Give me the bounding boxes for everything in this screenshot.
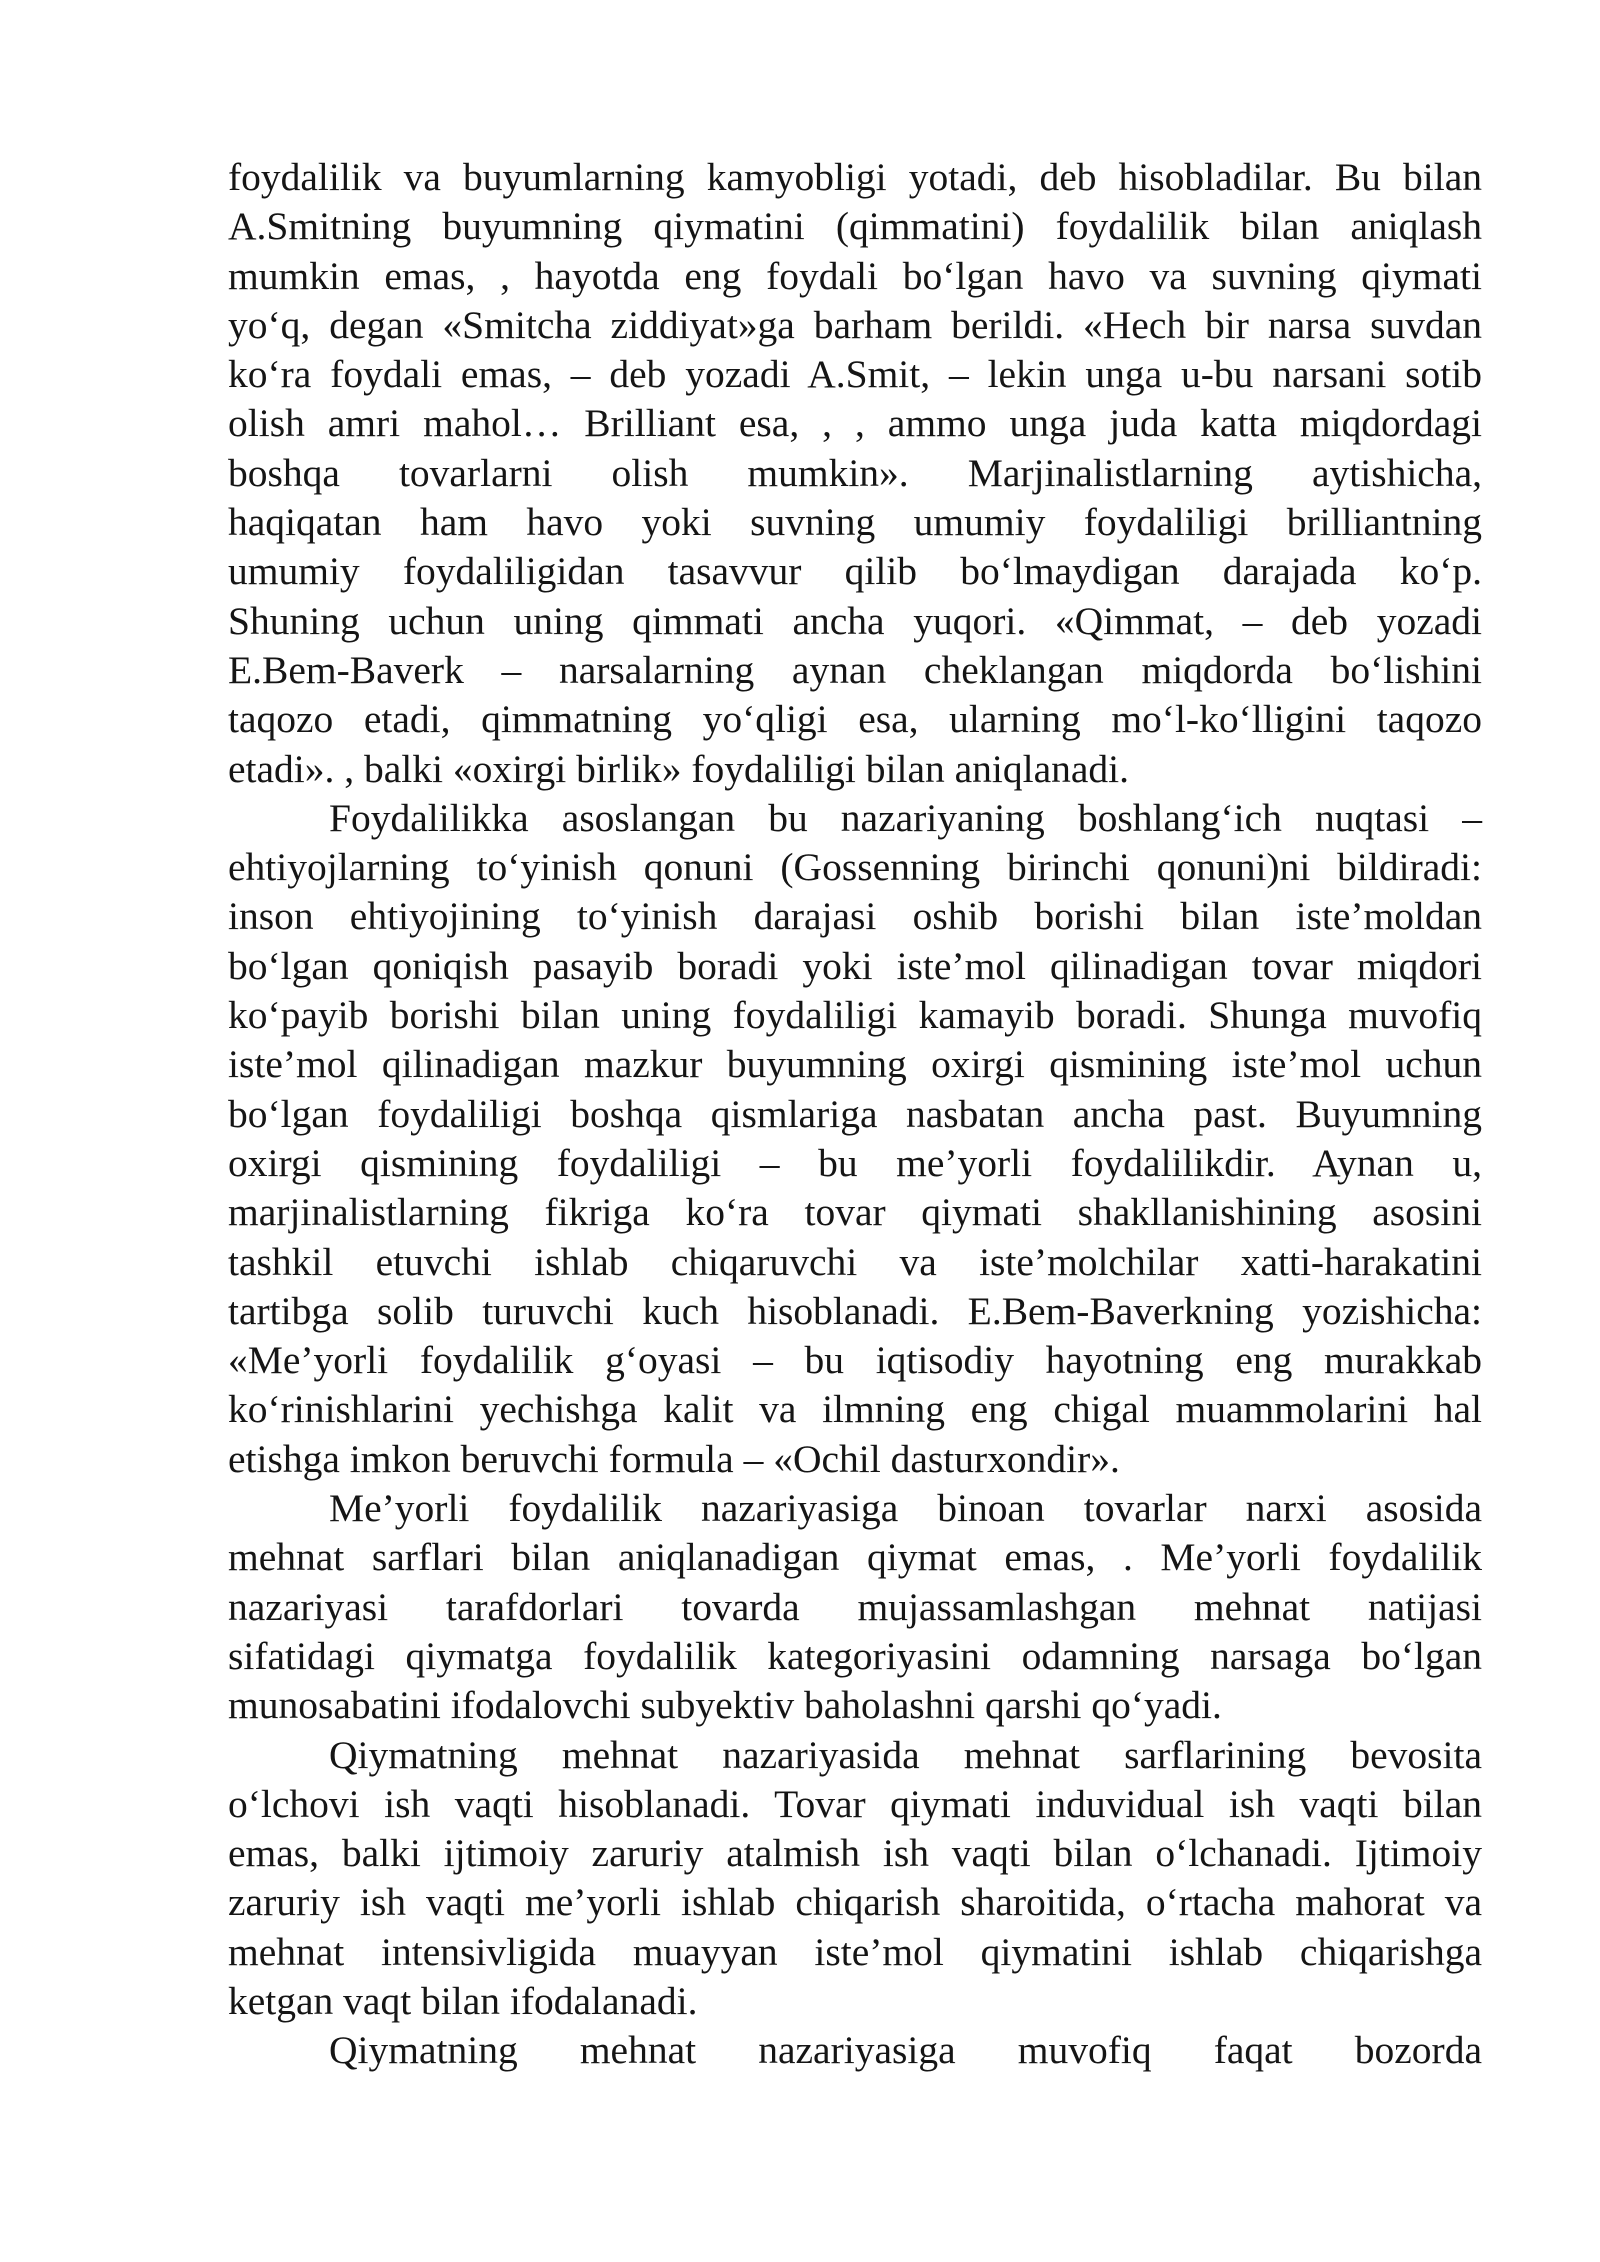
text-line: Qiymatning mehnat nazariyasiga muvofiq faqat bozorda	[329, 2028, 1482, 2073]
text-line: taqozo etadi, qimmatning yo‘qligi esa, ularning mo‘l-ko‘lligini taqozo	[228, 697, 1482, 742]
text-line: zaruriy ish vaqti me’yorli ishlab chiqarish sharoitida, o‘rtacha mahorat va	[228, 1880, 1482, 1925]
text-line: ketgan vaqt bilan ifodalanadi.	[228, 1978, 698, 2023]
text-line: ehtiyojlarning to‘yinish qonuni (Gossenning birinchi qonuni)ni bildiradi:	[228, 845, 1482, 890]
text-line: Foydalilikka asoslangan bu nazariyaning boshlang‘ich nuqtasi –	[329, 795, 1482, 840]
text-line: sifatidagi qiymatga foydalilik kategoriyasini odamning narsaga bo‘lgan	[228, 1633, 1482, 1678]
text-line: Me’yorli foydalilik nazariyasiga binoan tovarlar narxi asosida	[329, 1486, 1482, 1531]
text-line: mehnat intensivligida muayyan iste’mol qiymatini ishlab chiqarishga	[228, 1929, 1482, 1974]
text-line: Qiymatning mehnat nazariyasida mehnat sarflarining bevosita	[329, 1732, 1482, 1777]
text-line: emas, balki ijtimoiy zaruriy atalmish ish vaqti bilan o‘lchanadi. Ijtimoiy	[228, 1831, 1482, 1876]
text-line: iste’mol qilinadigan mazkur buyumning oxirgi qismining iste’mol uchun	[228, 1042, 1482, 1087]
text-line: foydalilik va buyumlarning kamyobligi yotadi, deb hisobladilar. Bu bilan	[228, 155, 1482, 199]
body-text	[228, 153, 1482, 2076]
text-line: ko‘payib borishi bilan uning foydaliligi kamayib boradi. Shunga muvofiq	[228, 993, 1482, 1038]
text-line: A.Smitning buyumning qiymatini (qimmatini) foydalilik bilan aniqlash	[228, 204, 1482, 249]
text-line: tashkil etuvchi ishlab chiqaruvchi va iste’molchilar xatti-harakatini	[228, 1239, 1482, 1284]
text-line: inson ehtiyojining to‘yinish darajasi oshib borishi bilan iste’moldan	[228, 894, 1482, 939]
text-line: ko‘ra foydali emas, – deb yozadi A.Smit, – lekin unga u-bu narsani sotib	[228, 352, 1482, 397]
paragraph	[228, 794, 1482, 1484]
text-line: umumiy foydaliligidan tasavvur qilib bo‘lmaydigan darajada ko‘p.	[228, 549, 1482, 594]
text-line: mumkin emas, , hayotda eng foydali bo‘lgan havo va suvning qiymati	[228, 253, 1482, 298]
text-line: boshqa tovarlarni olish mumkin». Marjinalistlarning aytishicha,	[228, 450, 1482, 495]
text-line: mehnat sarflari bilan aniqlanadigan qiymat emas, . Me’yorli foydalilik	[228, 1535, 1482, 1580]
text-line: bo‘lgan foydaliligi boshqa qismlariga nasbatan ancha past. Buyumning	[228, 1091, 1482, 1136]
text-line: tartibga solib turuvchi kuch hisoblanadi. E.Bem-Baverkning yozishicha:	[228, 1288, 1482, 1333]
text-line: yo‘q, degan «Smitcha ziddiyat»ga barham berildi. «Hech bir narsa suvdan	[228, 302, 1482, 347]
paragraph	[228, 1731, 1482, 2027]
text-line: Shuning uchun uning qimmati ancha yuqori. «Qimmat, – deb yozadi	[228, 598, 1482, 643]
paragraph	[228, 1484, 1482, 1730]
paragraph-continued	[228, 153, 1482, 794]
text-line: haqiqatan ham havo yoki suvning umumiy foydaliligi brilliantning	[228, 500, 1482, 545]
text-line: E.Bem-Baverk – narsalarning aynan cheklangan miqdorda bo‘lishini	[228, 647, 1482, 692]
text-line: marjinalistlarning fikriga ko‘ra tovar qiymati shakllanishining asosini	[228, 1190, 1482, 1235]
text-line: «Me’yorli foydalilik g‘oyasi – bu iqtisodiy hayotning eng murakkab	[228, 1338, 1482, 1383]
paragraph-runs-on	[228, 2026, 1482, 2075]
text-line: o‘lchovi ish vaqti hisoblanadi. Tovar qiymati induvidual ish vaqti bilan	[228, 1781, 1482, 1826]
text-line: bo‘lgan qoniqish pasayib boradi yoki iste’mol qilinadigan tovar miqdori	[228, 943, 1482, 988]
text-line: munosabatini ifodalovchi subyektiv baholashni qarshi qo‘yadi.	[228, 1683, 1222, 1728]
text-line: olish amri mahol… Brilliant esa, , , ammo unga juda katta miqdordagi	[228, 401, 1482, 446]
text-line: etadi». , balki «oxirgi birlik» foydaliligi bilan aniqlanadi.	[228, 746, 1130, 791]
text-line: oxirgi qismining foydaliligi – bu me’yorli foydalilikdir. Aynan u,	[228, 1140, 1482, 1185]
text-line: nazariyasi tarafdorlari tovarda mujassamlashgan mehnat natijasi	[228, 1584, 1482, 1629]
text-line: etishga imkon beruvchi formula – «Ochil dasturxondir».	[228, 1436, 1120, 1481]
text-line: ko‘rinishlarini yechishga kalit va ilmning eng chigal muammolarini hal	[228, 1387, 1482, 1432]
